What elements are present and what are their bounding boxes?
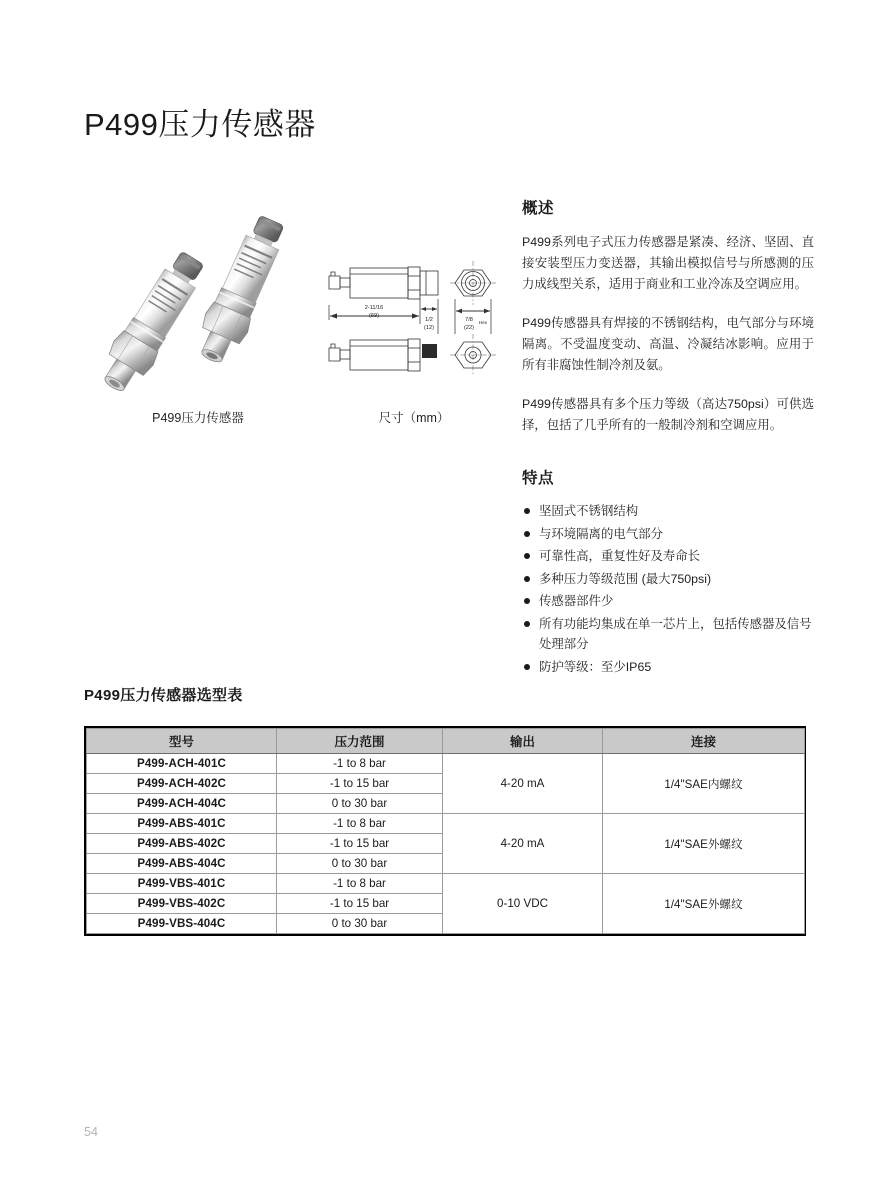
cell-model: P499-ACH-402C bbox=[87, 774, 277, 794]
cell-range: -1 to 8 bar bbox=[277, 754, 443, 774]
features-heading: 特点 bbox=[522, 470, 555, 487]
dimension-drawing-illustration bbox=[316, 258, 512, 392]
page-number: 54 bbox=[84, 1125, 98, 1139]
feature-item-label: 可靠性高，重复性好及寿命长 bbox=[539, 549, 701, 563]
selection-table bbox=[86, 728, 805, 934]
column-header-model: 型号 bbox=[87, 729, 277, 754]
cell-range: -1 to 15 bar bbox=[277, 774, 443, 794]
dim-length-imperial-label: 2-11/16 bbox=[364, 305, 384, 311]
dim-thread-metric-label: (12) bbox=[424, 325, 434, 331]
cell-connection: 1/4"SAE内螺纹 bbox=[603, 754, 805, 814]
cell-model: P499-ACH-404C bbox=[87, 794, 277, 814]
bullet-icon bbox=[524, 553, 530, 559]
cell-output: 0-10 VDC bbox=[443, 874, 603, 934]
table-row bbox=[87, 754, 805, 774]
cell-range: 0 to 30 bar bbox=[277, 794, 443, 814]
features-list bbox=[522, 501, 814, 677]
cell-model: P499-VBS-404C bbox=[87, 914, 277, 934]
dimension-drawing bbox=[316, 258, 512, 392]
column-header-connection: 连接 bbox=[603, 729, 805, 754]
bullet-icon bbox=[524, 576, 530, 582]
cell-model: P499-VBS-401C bbox=[87, 874, 277, 894]
feature-item-label: 所有功能均集成在单一芯片上，包括传感器及信号处理部分 bbox=[539, 616, 812, 651]
selection-table-container bbox=[84, 726, 806, 936]
column-header-range: 压力范围 bbox=[277, 729, 443, 754]
column-header-output: 输出 bbox=[443, 729, 603, 754]
dim-hex-metric-label: (22) bbox=[464, 325, 474, 331]
bullet-icon bbox=[524, 508, 530, 514]
cell-range: 0 to 30 bar bbox=[277, 854, 443, 874]
page-title: P499压力传感器 bbox=[84, 107, 316, 142]
cell-model: P499-ABS-401C bbox=[87, 814, 277, 834]
feature-item-label: 防护等级：至少IP65 bbox=[539, 659, 652, 674]
product-photo-illustration bbox=[84, 196, 312, 396]
feature-item bbox=[522, 546, 814, 567]
product-photo bbox=[84, 196, 312, 396]
cell-range: -1 to 8 bar bbox=[277, 814, 443, 834]
overview-paragraph-3: P499传感器具有多个压力等级（高达750psi）可供选择，包括了几乎所有的一般制冷剂和空调应用。 bbox=[522, 397, 814, 432]
bullet-icon bbox=[524, 598, 530, 604]
feature-item bbox=[522, 614, 814, 655]
dim-hex-unit-label: Hex bbox=[478, 320, 488, 325]
cell-connection: 1/4"SAE外螺纹 bbox=[603, 874, 805, 934]
dim-hex-imperial-label: 7/8 bbox=[465, 317, 473, 323]
right-text-column bbox=[522, 196, 814, 679]
table-row bbox=[87, 874, 805, 894]
bullet-icon bbox=[524, 664, 530, 670]
selection-table-title: P499压力传感器选型表 bbox=[84, 687, 243, 704]
cell-model: P499-ABS-402C bbox=[87, 834, 277, 854]
feature-item-label: 传感器部件少 bbox=[539, 594, 614, 608]
feature-item bbox=[522, 524, 814, 545]
cell-output: 4-20 mA bbox=[443, 814, 603, 874]
feature-item bbox=[522, 657, 814, 678]
overview-paragraph-1: P499系列电子式压力传感器是紧凑、经济、坚固、直接安装型压力变送器，其输出模拟信号与所感测的压力成线型关系，适用于商业和工业冷冻及空调应用。 bbox=[522, 235, 814, 291]
cell-model: P499-VBS-402C bbox=[87, 894, 277, 914]
bullet-icon bbox=[524, 531, 530, 537]
cell-range: -1 to 15 bar bbox=[277, 894, 443, 914]
feature-item-label: 与环境隔离的电气部分 bbox=[539, 526, 663, 541]
cell-range: -1 to 8 bar bbox=[277, 874, 443, 894]
cell-output: 4-20 mA bbox=[443, 754, 603, 814]
feature-item-label: 坚固式不锈钢结构 bbox=[539, 504, 639, 518]
bullet-icon bbox=[524, 621, 530, 627]
cell-connection: 1/4"SAE外螺纹 bbox=[603, 814, 805, 874]
cell-range: -1 to 15 bar bbox=[277, 834, 443, 854]
feature-item bbox=[522, 569, 814, 590]
dim-length-metric-label: (69) bbox=[369, 313, 379, 319]
feature-item bbox=[522, 501, 814, 522]
feature-item bbox=[522, 591, 814, 612]
feature-item-label: 多种压力等级范围 (最大750psi) bbox=[539, 571, 712, 586]
dimension-drawing-caption: 尺寸（mm） bbox=[378, 411, 450, 425]
cell-model: P499-ACH-401C bbox=[87, 754, 277, 774]
dim-thread-imperial-label: 1/2 bbox=[425, 317, 433, 323]
cell-model: P499-ABS-404C bbox=[87, 854, 277, 874]
table-row bbox=[87, 814, 805, 834]
overview-paragraph-2: P499传感器具有焊接的不锈钢结构，电气部分与环境隔离。不受温度变动、高温、冷凝结冰影响。应用于所有非腐蚀性制冷剂及氨。 bbox=[522, 316, 814, 372]
table-header-row bbox=[87, 729, 805, 754]
overview-heading: 概述 bbox=[522, 200, 555, 217]
cell-range: 0 to 30 bar bbox=[277, 914, 443, 934]
product-photo-caption: P499压力传感器 bbox=[152, 411, 244, 425]
